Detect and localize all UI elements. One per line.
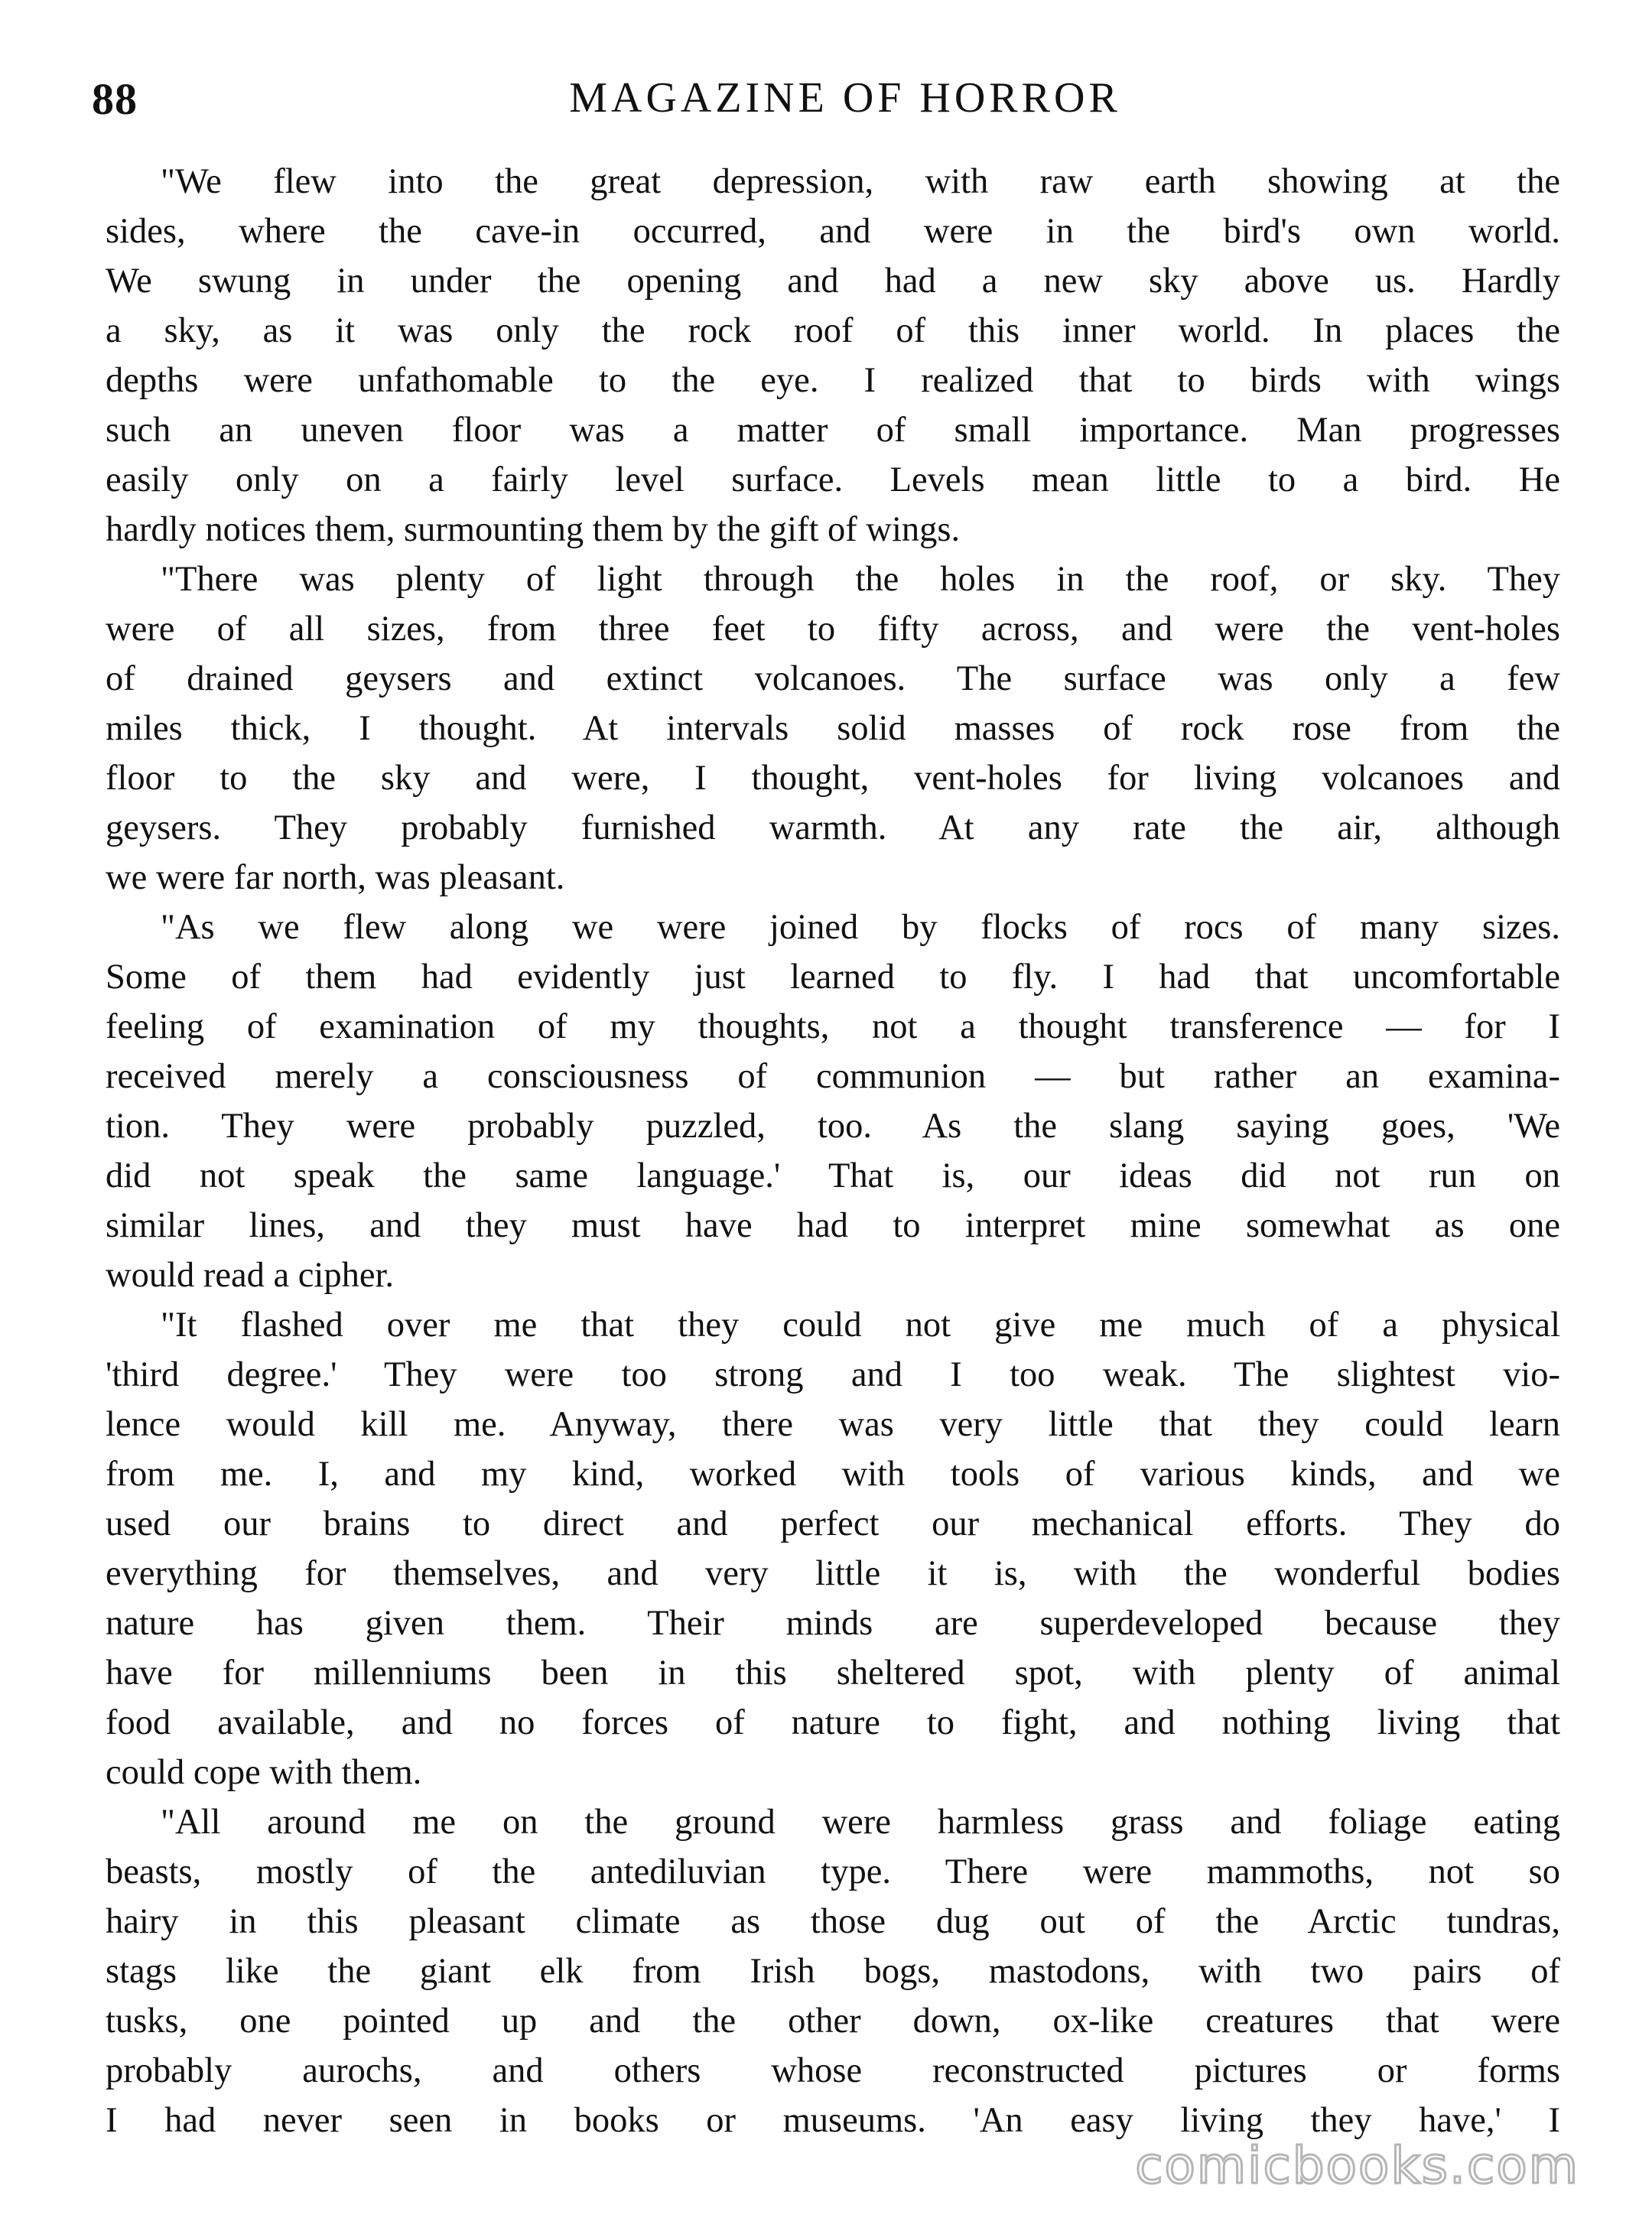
text-line: could cope with them. <box>106 1753 422 1792</box>
text-line: did not speak the same language.' That is, our ideas did not run on <box>106 1156 1560 1195</box>
text-line: "We flew into the great depression, with raw earth showing at the <box>161 162 1560 201</box>
text-line: I had never seen in books or museums. 'An easy living they have,' I <box>106 2101 1560 2140</box>
text-line: nature has given them. Their minds are superdeveloped because they <box>106 1604 1560 1643</box>
text-line: we were far north, was pleasant. <box>106 858 565 897</box>
paragraph <box>106 902 1560 1300</box>
text-line: used our brains to direct and perfect our mechanical efforts. They do <box>106 1504 1560 1543</box>
paragraph <box>106 1797 1560 2145</box>
text-line: beasts, mostly of the antediluvian type. There were mammoths, not so <box>106 1852 1560 1891</box>
page-header <box>92 73 1568 135</box>
text-line: lence would kill me. Anyway, there was very little that they could learn <box>106 1405 1560 1444</box>
page-number: 88 <box>92 74 138 124</box>
paragraph <box>106 1300 1560 1797</box>
text-line: easily only on a fairly level surface. Levels mean little to a bird. He <box>106 460 1560 499</box>
text-line: stags like the giant elk from Irish bogs, mastodons, with two pairs of <box>106 1952 1560 1991</box>
text-line: sides, where the cave-in occurred, and were in the bird's own world. <box>106 212 1560 251</box>
text-line: from me. I, and my kind, worked with tools of various kinds, and we <box>106 1455 1560 1494</box>
text-line: floor to the sky and were, I thought, vent-holes for living volcanoes and <box>106 759 1560 798</box>
text-line: "It flashed over me that they could not give me much of a physical <box>161 1306 1560 1345</box>
text-line: food available, and no forces of nature to fight, and nothing living that <box>106 1703 1560 1742</box>
text-line: were of all sizes, from three feet to fifty across, and were the vent-holes <box>106 610 1560 649</box>
text-line: received merely a consciousness of communion — but rather an examina- <box>106 1057 1560 1096</box>
paragraph <box>106 157 1560 554</box>
running-title: MAGAZINE OF HORROR <box>569 74 1121 122</box>
text-line: feeling of examination of my thoughts, not a thought transference — for I <box>106 1007 1560 1046</box>
text-line: "All around me on the ground were harmless grass and foliage eating <box>161 1803 1560 1842</box>
text-line: tion. They were probably puzzled, too. As the slang saying goes, 'We <box>106 1107 1560 1146</box>
text-line: hairy in this pleasant climate as those dug out of the Arctic tundras, <box>106 1902 1560 1941</box>
text-line: of drained geysers and extinct volcanoes. The surface was only a few <box>106 659 1560 698</box>
text-line: geysers. They probably furnished warmth. At any rate the air, although <box>106 808 1560 847</box>
text-line: 'third degree.' They were too strong and I too weak. The slightest vio- <box>106 1355 1560 1394</box>
text-line: hardly notices them, surmounting them by the gift of wings. <box>106 510 961 549</box>
text-line: Some of them had evidently just learned to fly. I had that uncomfortable <box>106 958 1560 997</box>
article-body <box>106 157 1560 2145</box>
text-line: everything for themselves, and very little it is, with the wonderful bodies <box>106 1554 1560 1593</box>
text-line: a sky, as it was only the rock roof of this inner world. In places the <box>106 311 1560 350</box>
text-line: such an uneven floor was a matter of small importance. Man progresses <box>106 411 1560 450</box>
text-line: depths were unfathomable to the eye. I realized that to birds with wings <box>106 361 1560 400</box>
text-line: would read a cipher. <box>106 1256 395 1295</box>
watermark: comicbooks.com <box>1135 2136 1579 2195</box>
text-line: miles thick, I thought. At intervals solid masses of rock rose from the <box>106 709 1560 748</box>
text-line: have for millenniums been in this sheltered spot, with plenty of animal <box>106 1654 1560 1693</box>
text-line: "There was plenty of light through the holes in the roof, or sky. They <box>161 560 1560 599</box>
text-line: similar lines, and they must have had to interpret mine somewhat as one <box>106 1206 1560 1245</box>
text-line: tusks, one pointed up and the other down, ox-like creatures that were <box>106 2002 1560 2041</box>
text-line: probably aurochs, and others whose reconstructed pictures or forms <box>106 2051 1560 2090</box>
paragraph <box>106 554 1560 902</box>
text-line: We swung in under the opening and had a new sky above us. Hardly <box>106 262 1560 301</box>
text-line: "As we flew along we were joined by flocks of rocs of many sizes. <box>161 908 1560 947</box>
